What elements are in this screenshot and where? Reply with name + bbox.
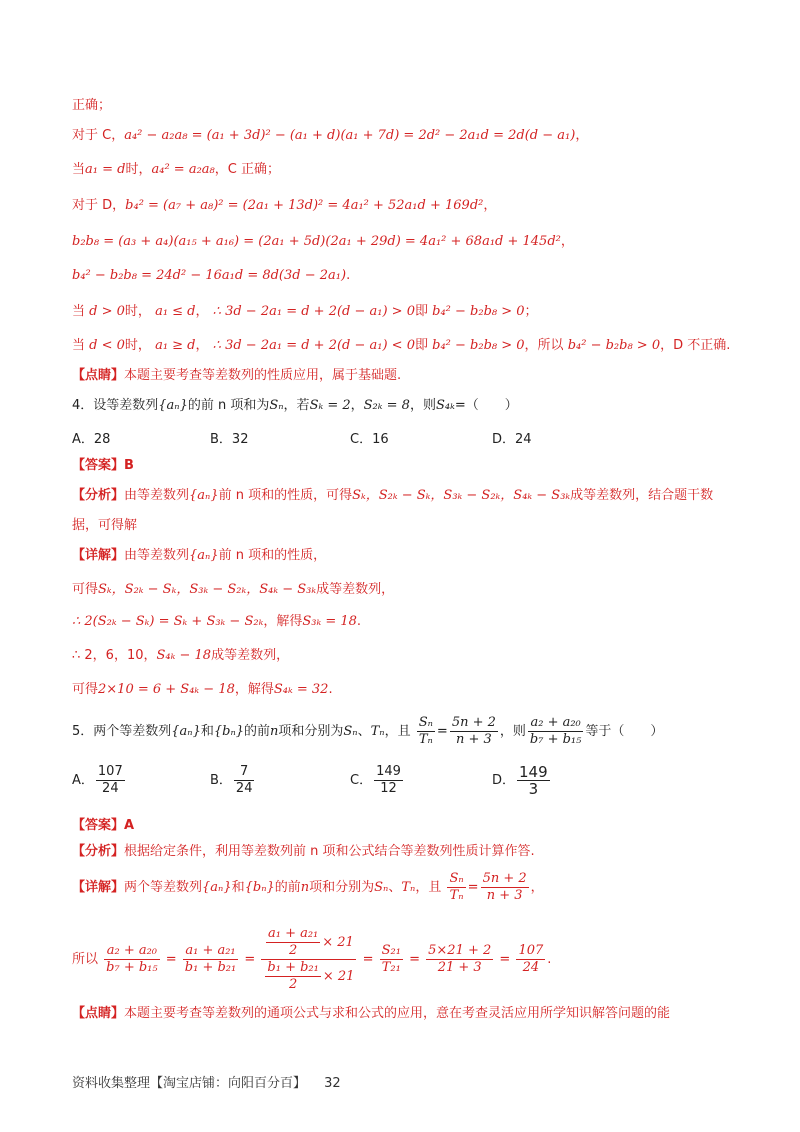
text: ，则 — [499, 724, 526, 739]
text: 和 — [200, 724, 214, 739]
equals: = — [467, 880, 479, 895]
text: 、 — [357, 724, 371, 739]
fraction — [104, 943, 159, 976]
text: ， — [350, 398, 364, 413]
label-c: 对于 C， — [72, 128, 125, 143]
fraction — [450, 715, 498, 748]
text: 据，可得解 — [72, 518, 138, 533]
formula: a₄² = a₂a₈ — [151, 162, 215, 177]
text: 当 — [72, 338, 86, 353]
text: 由等差数列 — [124, 548, 190, 563]
equals: = — [165, 952, 177, 967]
text: 成等差数列，结合题干数 — [570, 488, 714, 503]
answer-line — [72, 816, 728, 836]
text: 根据给定条件，利用等差数列前 n 项和公式结合等差数列性质计算作答. — [124, 844, 535, 859]
text: ，C 正确； — [214, 162, 280, 177]
denominator: 3 — [528, 780, 539, 798]
formula: {aₙ} — [158, 398, 188, 413]
formula: S₄ₖ − 18 — [156, 648, 212, 663]
label-xiangjie: 【详解】 — [72, 548, 125, 563]
formula: ∴ 2(S₂ₖ − Sₖ) = Sₖ + S₃ₖ − S₂ₖ — [72, 614, 264, 629]
fraction — [447, 871, 465, 904]
fraction — [96, 764, 125, 797]
page-number: 32 — [324, 1076, 341, 1091]
fraction — [517, 764, 550, 797]
text: =（ ） — [454, 398, 518, 413]
denominator: 2 — [288, 977, 298, 992]
text: 、 — [388, 880, 402, 895]
question-4 — [72, 396, 728, 416]
detail-line — [72, 580, 728, 600]
text: 前 n 项和的性质，可得 — [218, 488, 353, 503]
text: ，且 — [415, 880, 442, 895]
text: 前 n 项和的性质， — [218, 548, 327, 563]
option-label: B． — [210, 773, 232, 788]
text: ，则 — [409, 398, 436, 413]
formula: {bₙ} — [244, 880, 275, 895]
label-d: 对于 D， — [72, 198, 126, 213]
text: 的前 n 项和为 — [187, 398, 270, 413]
numerator: 107 — [518, 943, 544, 958]
analysis-line — [72, 486, 728, 506]
punct: ， — [560, 234, 574, 249]
text: 5．两个等差数列 — [72, 724, 172, 739]
text-line — [72, 96, 728, 116]
formula: b₄² − b₂b₈ = 24d² − 16a₁d = 8d(3d − 2a₁) — [72, 268, 347, 283]
text: ，若 — [283, 398, 310, 413]
option-d — [492, 764, 552, 797]
formula: S₄ₖ = 32 — [273, 682, 329, 697]
option-b — [210, 764, 256, 797]
label-dianjing: 【点睛】 — [72, 368, 125, 383]
text-line — [72, 196, 728, 216]
denominator — [261, 960, 356, 993]
denominator: n + 3 — [455, 732, 492, 747]
formula: Sₙ — [374, 880, 389, 895]
fraction — [426, 943, 493, 976]
option-label: D． — [492, 773, 516, 788]
option-a — [72, 764, 127, 797]
numerator: 5n + 2 — [451, 715, 496, 730]
formula: {bₙ} — [213, 724, 244, 739]
text: 项和分别为 — [278, 724, 344, 739]
formula: S₂ₖ = 8 — [363, 398, 410, 413]
text: 即 — [414, 304, 428, 319]
numerator: a₂ + a₂₀ — [528, 715, 583, 732]
multiplier: × 21 — [322, 969, 355, 984]
numerator: a₁ + a₂₁ — [183, 943, 238, 960]
formula: ∴ 3d − 2a₁ = d + 2(d − a₁) < 0 — [212, 338, 415, 353]
option-label: C． — [350, 773, 373, 788]
detail-line — [72, 646, 728, 666]
punct: ， — [575, 128, 589, 143]
fraction — [183, 943, 238, 976]
numerator: 5×21 + 2 — [428, 943, 492, 958]
fraction — [380, 943, 403, 976]
formula: ∴ 3d − 2a₁ = d + 2(d − a₁) > 0 — [212, 304, 415, 319]
formula: a₁ = d — [85, 162, 126, 177]
label-fenxi: 【分析】 — [72, 488, 125, 503]
text: 的前 — [274, 880, 301, 895]
numerator: 149 — [519, 763, 548, 781]
detail-line — [72, 920, 728, 1000]
text: . — [328, 682, 333, 697]
formula: Sₙ — [269, 398, 284, 413]
formula: b₄² − b₂b₈ > 0 — [567, 338, 661, 353]
denominator: Tₙ — [418, 732, 433, 747]
text-line — [72, 336, 731, 356]
option-label: A． — [72, 773, 94, 788]
numerator — [261, 926, 356, 960]
formula: 2×10 = 6 + S₄ₖ − 18 — [98, 682, 235, 697]
formula: S₄ₖ — [435, 398, 455, 413]
detail-line — [72, 870, 728, 906]
text: 的前 — [244, 724, 271, 739]
detail-line — [72, 680, 728, 700]
text: 项和分别为 — [309, 880, 375, 895]
fraction — [266, 926, 320, 959]
text: 可得 — [72, 682, 99, 697]
numerator: S₂₁ — [381, 943, 401, 958]
fraction — [234, 764, 255, 797]
numerator: 149 — [376, 764, 401, 779]
text: . — [356, 614, 362, 629]
answer: 【答案】B — [72, 458, 134, 473]
page-footer — [72, 1072, 341, 1091]
text: ，D 不正确. — [660, 338, 731, 353]
fraction — [516, 943, 545, 976]
numerator: a₂ + a₂₀ — [104, 943, 159, 960]
formula: a₁ ≥ d — [155, 338, 196, 353]
option-c — [350, 764, 405, 797]
formula: b₄² − b₂b₈ > 0 — [432, 338, 525, 353]
denominator: T₂₁ — [381, 960, 401, 975]
answer-line — [72, 456, 728, 476]
text-line — [72, 232, 728, 252]
text: ，所以 — [524, 338, 564, 353]
numerator: b₁ + b₂₁ — [267, 960, 319, 975]
fraction — [528, 715, 583, 748]
formula: {aₙ} — [202, 880, 232, 895]
compound-fraction — [261, 926, 356, 993]
analysis-line — [72, 516, 728, 536]
text: 等于（ ） — [585, 724, 664, 739]
formula: Sₖ，S₂ₖ − Sₖ，S₃ₖ − S₂ₖ，S₄ₖ − S₃ₖ — [352, 488, 571, 503]
text: ，且 — [384, 724, 411, 739]
label-fenxi: 【分析】 — [72, 844, 125, 859]
text-line — [72, 126, 728, 146]
text-line — [72, 302, 728, 322]
option-a: A．28 — [72, 432, 111, 447]
analysis-line — [72, 842, 728, 862]
formula: Sₖ = 2 — [309, 398, 351, 413]
denominator: b₁ + b₂₁ — [184, 960, 237, 975]
text: ， — [530, 880, 544, 895]
answer: 【答案】A — [72, 818, 135, 833]
formula: Sₙ — [343, 724, 358, 739]
text: 成等差数列， — [316, 582, 395, 597]
fraction — [265, 960, 320, 993]
text-line — [72, 160, 728, 180]
equals: = — [409, 952, 420, 967]
denominator: n + 3 — [486, 888, 523, 903]
text: 和 — [231, 880, 245, 895]
footer-text: 资料收集整理【淘宝店铺：向阳百分百】 — [72, 1076, 307, 1091]
summary-line — [72, 1004, 728, 1024]
text-line — [72, 366, 728, 386]
label-dianjing: 【点睛】 — [72, 1006, 125, 1021]
text: 本题主要考查等差数列的性质应用，属于基础题. — [124, 368, 402, 383]
denominator: 2 — [288, 943, 298, 958]
denominator: 24 — [102, 781, 119, 796]
text: 本题主要考查等差数列的通项公式与求和公式的应用，意在考查灵活应用所学知识解答问题的能 — [124, 1006, 671, 1021]
formula: {aₙ} — [189, 548, 219, 563]
text: 由等差数列 — [124, 488, 190, 503]
option-b: B．32 — [210, 432, 249, 447]
detail-line — [72, 612, 728, 632]
text: 时， — [125, 162, 152, 177]
formula: n — [300, 880, 310, 895]
fraction — [374, 764, 403, 797]
fraction — [417, 715, 435, 748]
formula: {aₙ} — [189, 488, 219, 503]
numerator: 5n + 2 — [482, 871, 527, 886]
formula: Tₙ — [401, 880, 416, 895]
text: 时， — [124, 304, 151, 319]
text: 时， — [124, 338, 151, 353]
text: 可得 — [72, 582, 99, 597]
numerator: 107 — [97, 764, 123, 779]
numerator: Sₙ — [418, 715, 433, 730]
text: ， — [195, 304, 209, 319]
text: 即 — [414, 338, 428, 353]
denominator: 24 — [522, 960, 540, 975]
formula: {aₙ} — [171, 724, 201, 739]
formula: d < 0 — [89, 338, 125, 353]
denominator: 12 — [380, 781, 397, 796]
numerator: 7 — [234, 764, 255, 781]
option-d: D．24 — [492, 432, 532, 447]
equals: = — [362, 952, 374, 967]
denominator: b₇ + b₁₅ — [529, 732, 582, 747]
numerator: a₁ + a₂₁ — [267, 926, 319, 941]
text: ，解得 — [263, 614, 303, 629]
text: 当 — [72, 304, 86, 319]
text-line — [72, 266, 728, 286]
formula: a₁ ≤ d — [155, 304, 196, 319]
text-correct: 正确； — [72, 98, 112, 113]
detail-line — [72, 546, 728, 566]
equals: = — [436, 724, 448, 739]
denominator: 24 — [235, 781, 253, 796]
denominator: Tₙ — [449, 888, 464, 903]
multiplier: × 21 — [322, 935, 354, 950]
text: 4．设等差数列 — [72, 398, 159, 413]
formula: b₄² = (a₇ + a₈)² = (2a₁ + 13d)² = 4a₁² + 52a₁d + 169d² — [125, 198, 484, 213]
text: 两个等差数列 — [124, 880, 203, 895]
punct: ， — [483, 198, 497, 213]
punct: . — [346, 268, 351, 283]
equals: = — [244, 952, 256, 967]
formula: Sₖ，S₂ₖ − Sₖ，S₃ₖ − S₂ₖ，S₄ₖ − S₃ₖ — [98, 582, 317, 597]
text: ； — [524, 304, 538, 319]
equals: = — [499, 952, 511, 967]
text: ， — [195, 338, 209, 353]
text: 当 — [72, 162, 86, 177]
text: ，解得 — [234, 682, 274, 697]
formula: Tₙ — [370, 724, 385, 739]
label-xiangjie: 【详解】 — [72, 880, 125, 895]
formula: a₄² − a₂a₈ = (a₁ + 3d)² − (a₁ + d)(a₁ + 7d) = 2d² − 2a₁d = 2d(d − a₁) — [124, 128, 576, 143]
question-5 — [72, 714, 728, 750]
fraction — [481, 871, 529, 904]
formula: b₂b₈ = (a₃ + a₄)(a₁₅ + a₁₆) = (2a₁ + 5d)(2a₁ + 29d) = 4a₁² + 68a₁d + 145d² — [72, 234, 561, 249]
numerator: Sₙ — [449, 871, 464, 886]
denominator: 21 + 3 — [437, 960, 482, 975]
formula: b₄² − b₂b₈ > 0 — [432, 304, 525, 319]
punct: . — [547, 952, 552, 967]
formula: d > 0 — [89, 304, 125, 319]
denominator: b₇ + b₁₅ — [106, 960, 158, 975]
option-c: C．16 — [350, 432, 389, 447]
formula: n — [270, 724, 279, 739]
formula: S₃ₖ = 18 — [302, 614, 357, 629]
text: ∴ 2，6，10， — [72, 648, 157, 663]
text: 成等差数列， — [211, 648, 290, 663]
text: 所以 — [72, 952, 99, 967]
